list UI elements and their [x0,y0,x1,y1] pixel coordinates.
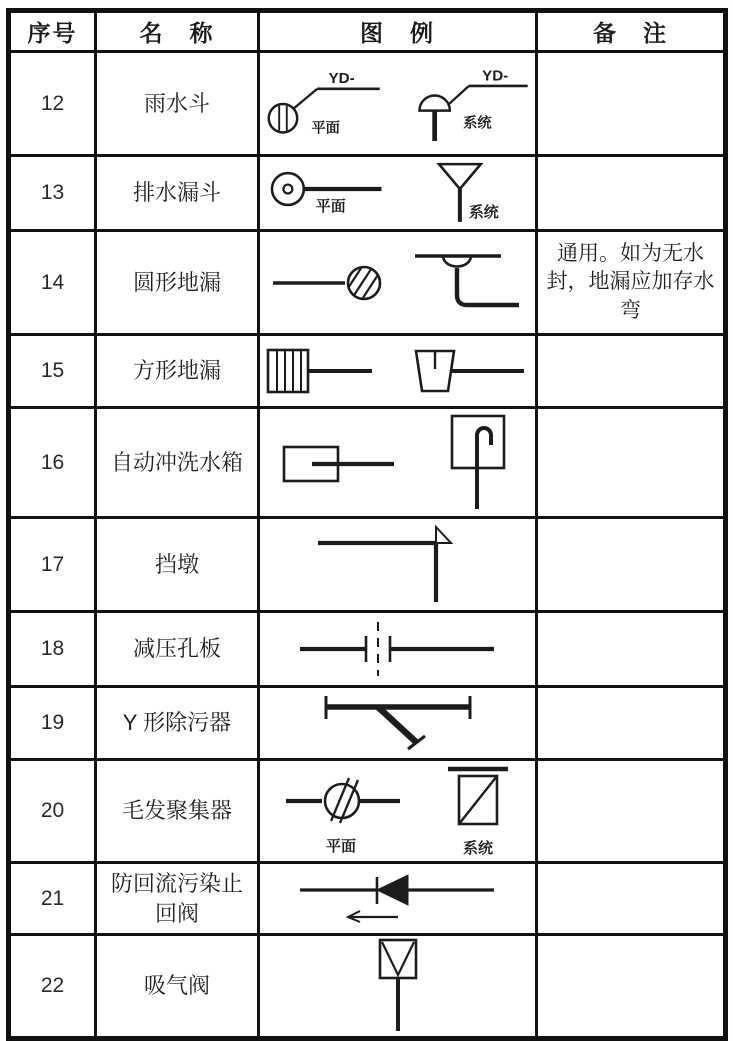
row-remark [537,156,726,231]
header-name: 名 称 [96,11,259,52]
table-row [9,518,726,612]
system-label: 系统 [462,840,493,857]
table-row [9,687,726,760]
round-floor-drain-plan-icon [271,255,389,311]
row-number: 18 [9,612,96,687]
table-row [9,863,726,935]
air-admittance-valve-icon [363,938,433,1034]
row-name: 防回流污染止回阀 [96,863,259,935]
row-number: 19 [9,687,96,760]
row-legend [259,408,537,518]
row-number: 21 [9,863,96,935]
row-legend [259,335,537,408]
row-number: 12 [9,52,96,156]
row-remark [537,52,726,156]
table-row [9,156,726,231]
row-name: Y 形除污器 [96,687,259,760]
row-legend [259,612,537,687]
table-row [9,612,726,687]
table-row [9,335,726,408]
row-legend [259,156,537,231]
row-remark [537,863,726,935]
table-row [9,935,726,1039]
row-name: 吸气阀 [96,935,259,1039]
yd-label: YD- [328,69,355,87]
round-floor-drain-system-icon [413,247,525,319]
row-name: 排水漏斗 [96,156,259,231]
row-legend [259,760,537,863]
system-label: 系统 [462,115,492,132]
row-number: 14 [9,231,96,335]
header-row [9,11,726,52]
y-strainer-icon [316,692,480,754]
auto-flush-tank-plan-icon [282,435,400,491]
row-name: 方形地漏 [96,335,259,408]
row-remark [537,518,726,612]
row-number: 15 [9,335,96,408]
row-name: 自动冲洗水箱 [96,408,259,518]
blocking-pier-icon [314,524,482,606]
square-floor-drain-system-icon [412,345,530,397]
row-number: 17 [9,518,96,612]
table-row [9,408,726,518]
hair-collector-plan-icon [284,765,404,857]
row-remark [537,935,726,1039]
row-remark [537,760,726,863]
row-remark [537,687,726,760]
plan-label: 平面 [325,838,356,855]
hair-collector-system-icon [446,763,512,859]
pressure-reducing-orifice-icon [298,617,498,681]
drain-funnel-plan-icon [264,162,389,224]
drain-funnel-system-icon [431,159,531,227]
row-legend [259,863,537,935]
system-label: 系统 [469,203,500,221]
row-remark: 通用。如为无水封，地漏应加存水弯 [537,231,726,335]
backflow-prevention-check-valve-icon [298,868,498,930]
row-number: 22 [9,935,96,1039]
rainwater-hopper-system-icon [410,61,531,147]
row-legend [259,231,537,335]
plan-label: 平面 [315,197,346,215]
header-legend: 图 例 [259,11,537,52]
yd-label: YD- [481,66,508,84]
row-name: 毛发聚集器 [96,760,259,863]
header-remark: 备 注 [537,11,726,52]
row-number: 13 [9,156,96,231]
header-no: 序号 [9,11,96,52]
plan-label: 平面 [311,119,340,136]
row-number: 20 [9,760,96,863]
legend-table [6,8,728,1041]
row-legend [259,687,537,760]
square-floor-drain-plan-icon [266,345,378,397]
auto-flush-tank-system-icon [444,413,514,513]
table-row [9,231,726,335]
row-name: 挡墩 [96,518,259,612]
row-legend [259,52,537,156]
row-remark [537,612,726,687]
row-name: 圆形地漏 [96,231,259,335]
table-row [9,52,726,156]
row-number: 16 [9,408,96,518]
row-legend [259,935,537,1039]
row-name: 雨水斗 [96,52,259,156]
table-row [9,760,726,863]
row-remark [537,335,726,408]
row-legend [259,518,537,612]
row-remark [537,408,726,518]
row-name: 减压孔板 [96,612,259,687]
rainwater-hopper-plan-icon [264,61,384,147]
